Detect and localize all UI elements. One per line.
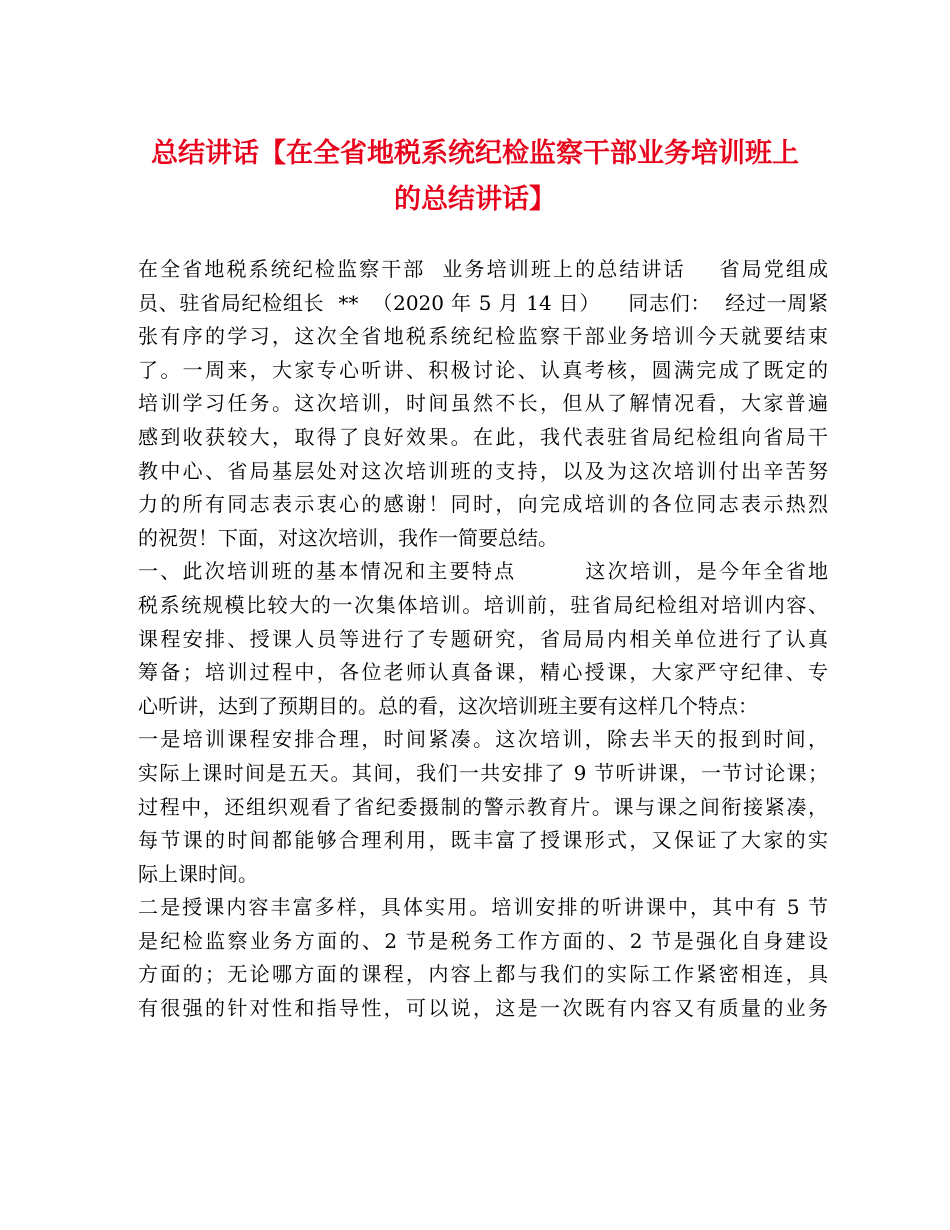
text-line: 的祝贺！下面，对这次培训，我作一简要总结。	[138, 525, 558, 550]
paragraph	[138, 555, 828, 723]
text-line: 感到收获较大，取得了良好效果。在此，我代表驻省局纪检组向省局干	[138, 424, 828, 449]
document-title-line-1: 总结讲话【在全省地税系统纪检监察干部业务培训班上	[151, 138, 799, 169]
paragraph	[138, 723, 828, 891]
text-line: 力的所有同志表示衷心的感谢！同时，向完成培训的各位同志表示热烈	[138, 492, 828, 517]
document-title-line-2: 的总结讲话】	[394, 184, 556, 215]
text-line: 二是授课内容丰富多样，具体实用。培训安排的听讲课中，其中有 5 节	[138, 895, 828, 920]
text-line: 一是培训课程安排合理，时间紧凑。这次培训，除去半天的报到时间，	[138, 727, 828, 752]
text-line: 张有序的学习，这次全省地税系统纪检监察干部业务培训今天就要结束	[138, 324, 828, 349]
text-line: 税系统规模比较大的一次集体培训。培训前，驻省局纪检组对培训内容、	[138, 592, 828, 617]
text-line: 有很强的针对性和指导性，可以说，这是一次既有内容又有质量的业务	[138, 996, 828, 1021]
text-line: 了。一周来，大家专心听讲、积极讨论、认真考核，圆满完成了既定的	[138, 357, 828, 382]
text-line: 心听讲，达到了预期目的。总的看，这次培训班主要有这样几个特点：	[138, 693, 758, 718]
text-line: 际上课时间。	[138, 861, 258, 886]
text-line: 实际上课时间是五天。其间，我们一共安排了 9 节听讲课，一节讨论课；	[138, 760, 828, 785]
text-line: 培训学习任务。这次培训，时间虽然不长，但从了解情况看，大家普遍	[138, 391, 828, 416]
text-line: 在全省地税系统纪检监察干部 业务培训班上的总结讲话 省局党组成	[138, 257, 828, 281]
paragraph	[138, 253, 828, 555]
text-line: 每节课的时间都能够合理利用，既丰富了授课形式，又保证了大家的实	[138, 828, 828, 853]
paragraph	[138, 891, 828, 1025]
text-line: 一、此次培训班的基本情况和主要特点 这次培训，是今年全省地	[138, 559, 828, 584]
text-line: 教中心、省局基层处对这次培训班的支持，以及为这次培训付出辛苦努	[138, 458, 828, 483]
text-line: 课程安排、授课人员等进行了专题研究，省局局内相关单位进行了认真	[138, 626, 828, 651]
text-line: 过程中，还组织观看了省纪委摄制的警示教育片。课与课之间衔接紧凑，	[138, 794, 828, 819]
text-line: 筹备；培训过程中，各位老师认真备课，精心授课，大家严守纪律、专	[138, 660, 828, 685]
document-body	[138, 253, 828, 1026]
text-line: 是纪检监察业务方面的、2 节是税务工作方面的、2 节是强化自身建设	[138, 928, 828, 953]
text-line: 员、驻省局纪检组长 ** （2020 年 5 月 14 日） 同志们： 经过一周紧	[138, 290, 828, 315]
text-line: 方面的；无论哪方面的课程，内容上都与我们的实际工作紧密相连，具	[138, 962, 828, 987]
